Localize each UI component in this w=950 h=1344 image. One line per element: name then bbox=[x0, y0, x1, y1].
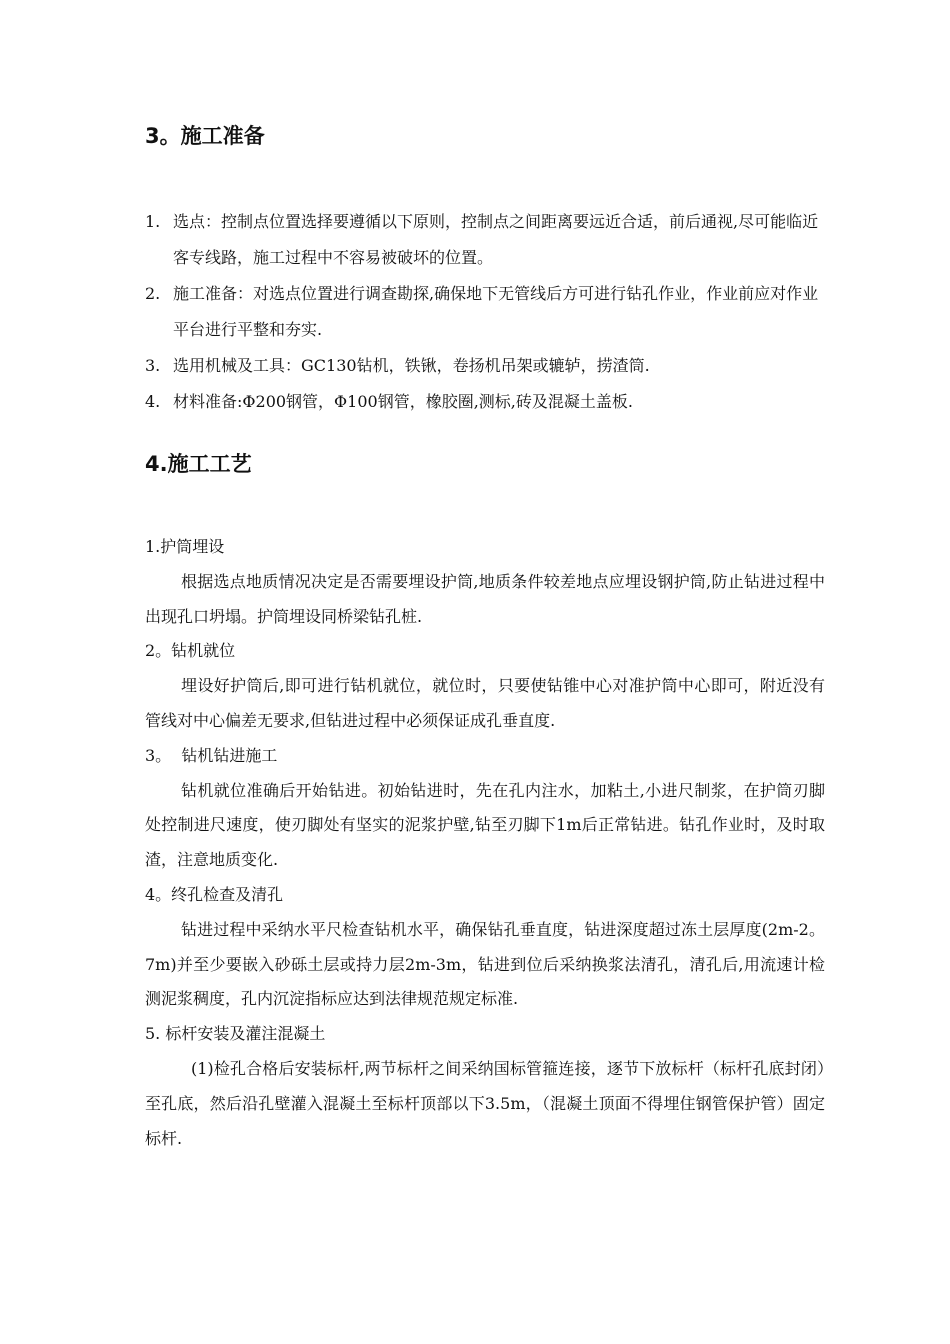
subsection-body: 根据选点地质情况决定是否需要埋设护筒,地质条件较差地点应埋设钢护筒,防止钻进过程中出现孔口坍塌。护筒埋设同桥梁钻孔桩. bbox=[145, 571, 825, 626]
subsection-body: 钻机就位准确后开始钻进。初始钻进时，先在孔内注水，加粘土,小进尺制浆，在护筒刃脚处控制进尺速度，使刃脚处有坚实的泥浆护壁,钻至刃脚下1m后正常钻进。钻孔作业时，及时取渣，注意地质变化. bbox=[145, 780, 825, 870]
preparation-item bbox=[145, 276, 825, 348]
subsection-title: 3。 钻机钻进施工 bbox=[145, 745, 278, 765]
preparation-list bbox=[145, 204, 825, 420]
item-number: 2. bbox=[145, 284, 161, 303]
subsection-body: 钻进过程中采纳水平尺检查钻机水平，确保钻孔垂直度，钻进深度超过冻土层厚度(2m-2。7m)并至少要嵌入砂砾土层或持力层2m-3m，钻进到位后采纳换浆法清孔，清孔后,用流速计检测泥浆稠度，孔内沉淀指标应达到法律规范规定标准. bbox=[145, 919, 825, 1009]
item-text: 施工准备：对选点位置进行调查勘探,确保地下无管线后方可进行钻孔作业，作业前应对作业平台进行平整和夯实. bbox=[173, 284, 819, 339]
item-text: 选用机械及工具：GC130钻机，铁锹，卷扬机吊架或辘轳，捞渣筒. bbox=[173, 356, 650, 375]
subsection-body: 埋设好护筒后,即可进行钻机就位，就位时，只要使钻锥中心对准护筒中心即可，附近没有管线对中心偏差无要求,但钻进过程中必须保证成孔垂直度. bbox=[145, 676, 825, 730]
item-text: 选点：控制点位置选择要遵循以下原则，控制点之间距离要远近合适，前后通视,尽可能临近客专线路，施工过程中不容易被破坏的位置。 bbox=[173, 212, 819, 267]
process-section bbox=[145, 530, 825, 1156]
item-text: 材料准备:Φ200钢管，Φ100钢管，橡胶圈,测标,砖及混凝土盖板. bbox=[173, 392, 633, 411]
item-number: 3. bbox=[145, 356, 161, 375]
section-4-heading: 4.施工工艺 bbox=[145, 452, 252, 476]
preparation-item bbox=[145, 348, 825, 384]
preparation-item bbox=[145, 204, 825, 276]
item-number: 4. bbox=[145, 392, 161, 411]
item-number: 1. bbox=[145, 212, 161, 231]
section-3-heading: 3。施工准备 bbox=[145, 124, 265, 148]
subsection-title: 1.护筒埋设 bbox=[145, 537, 225, 556]
preparation-item bbox=[145, 384, 825, 420]
subsection-body: (1)检孔合格后安装标杆,两节标杆之间采纳国标管箍连接，逐节下放标杆（标杆孔底封闭）至孔底，然后沿孔壁灌入混凝土至标杆顶部以下3.5m，（混凝土顶面不得埋住钢管保护管）固定标杆. bbox=[145, 1058, 825, 1148]
subsection-title: 5. 标杆安装及灌注混凝土 bbox=[145, 1024, 326, 1044]
subsection-title: 2。钻机就位 bbox=[145, 641, 236, 661]
subsection-title: 4。终孔检查及清孔 bbox=[145, 884, 284, 904]
